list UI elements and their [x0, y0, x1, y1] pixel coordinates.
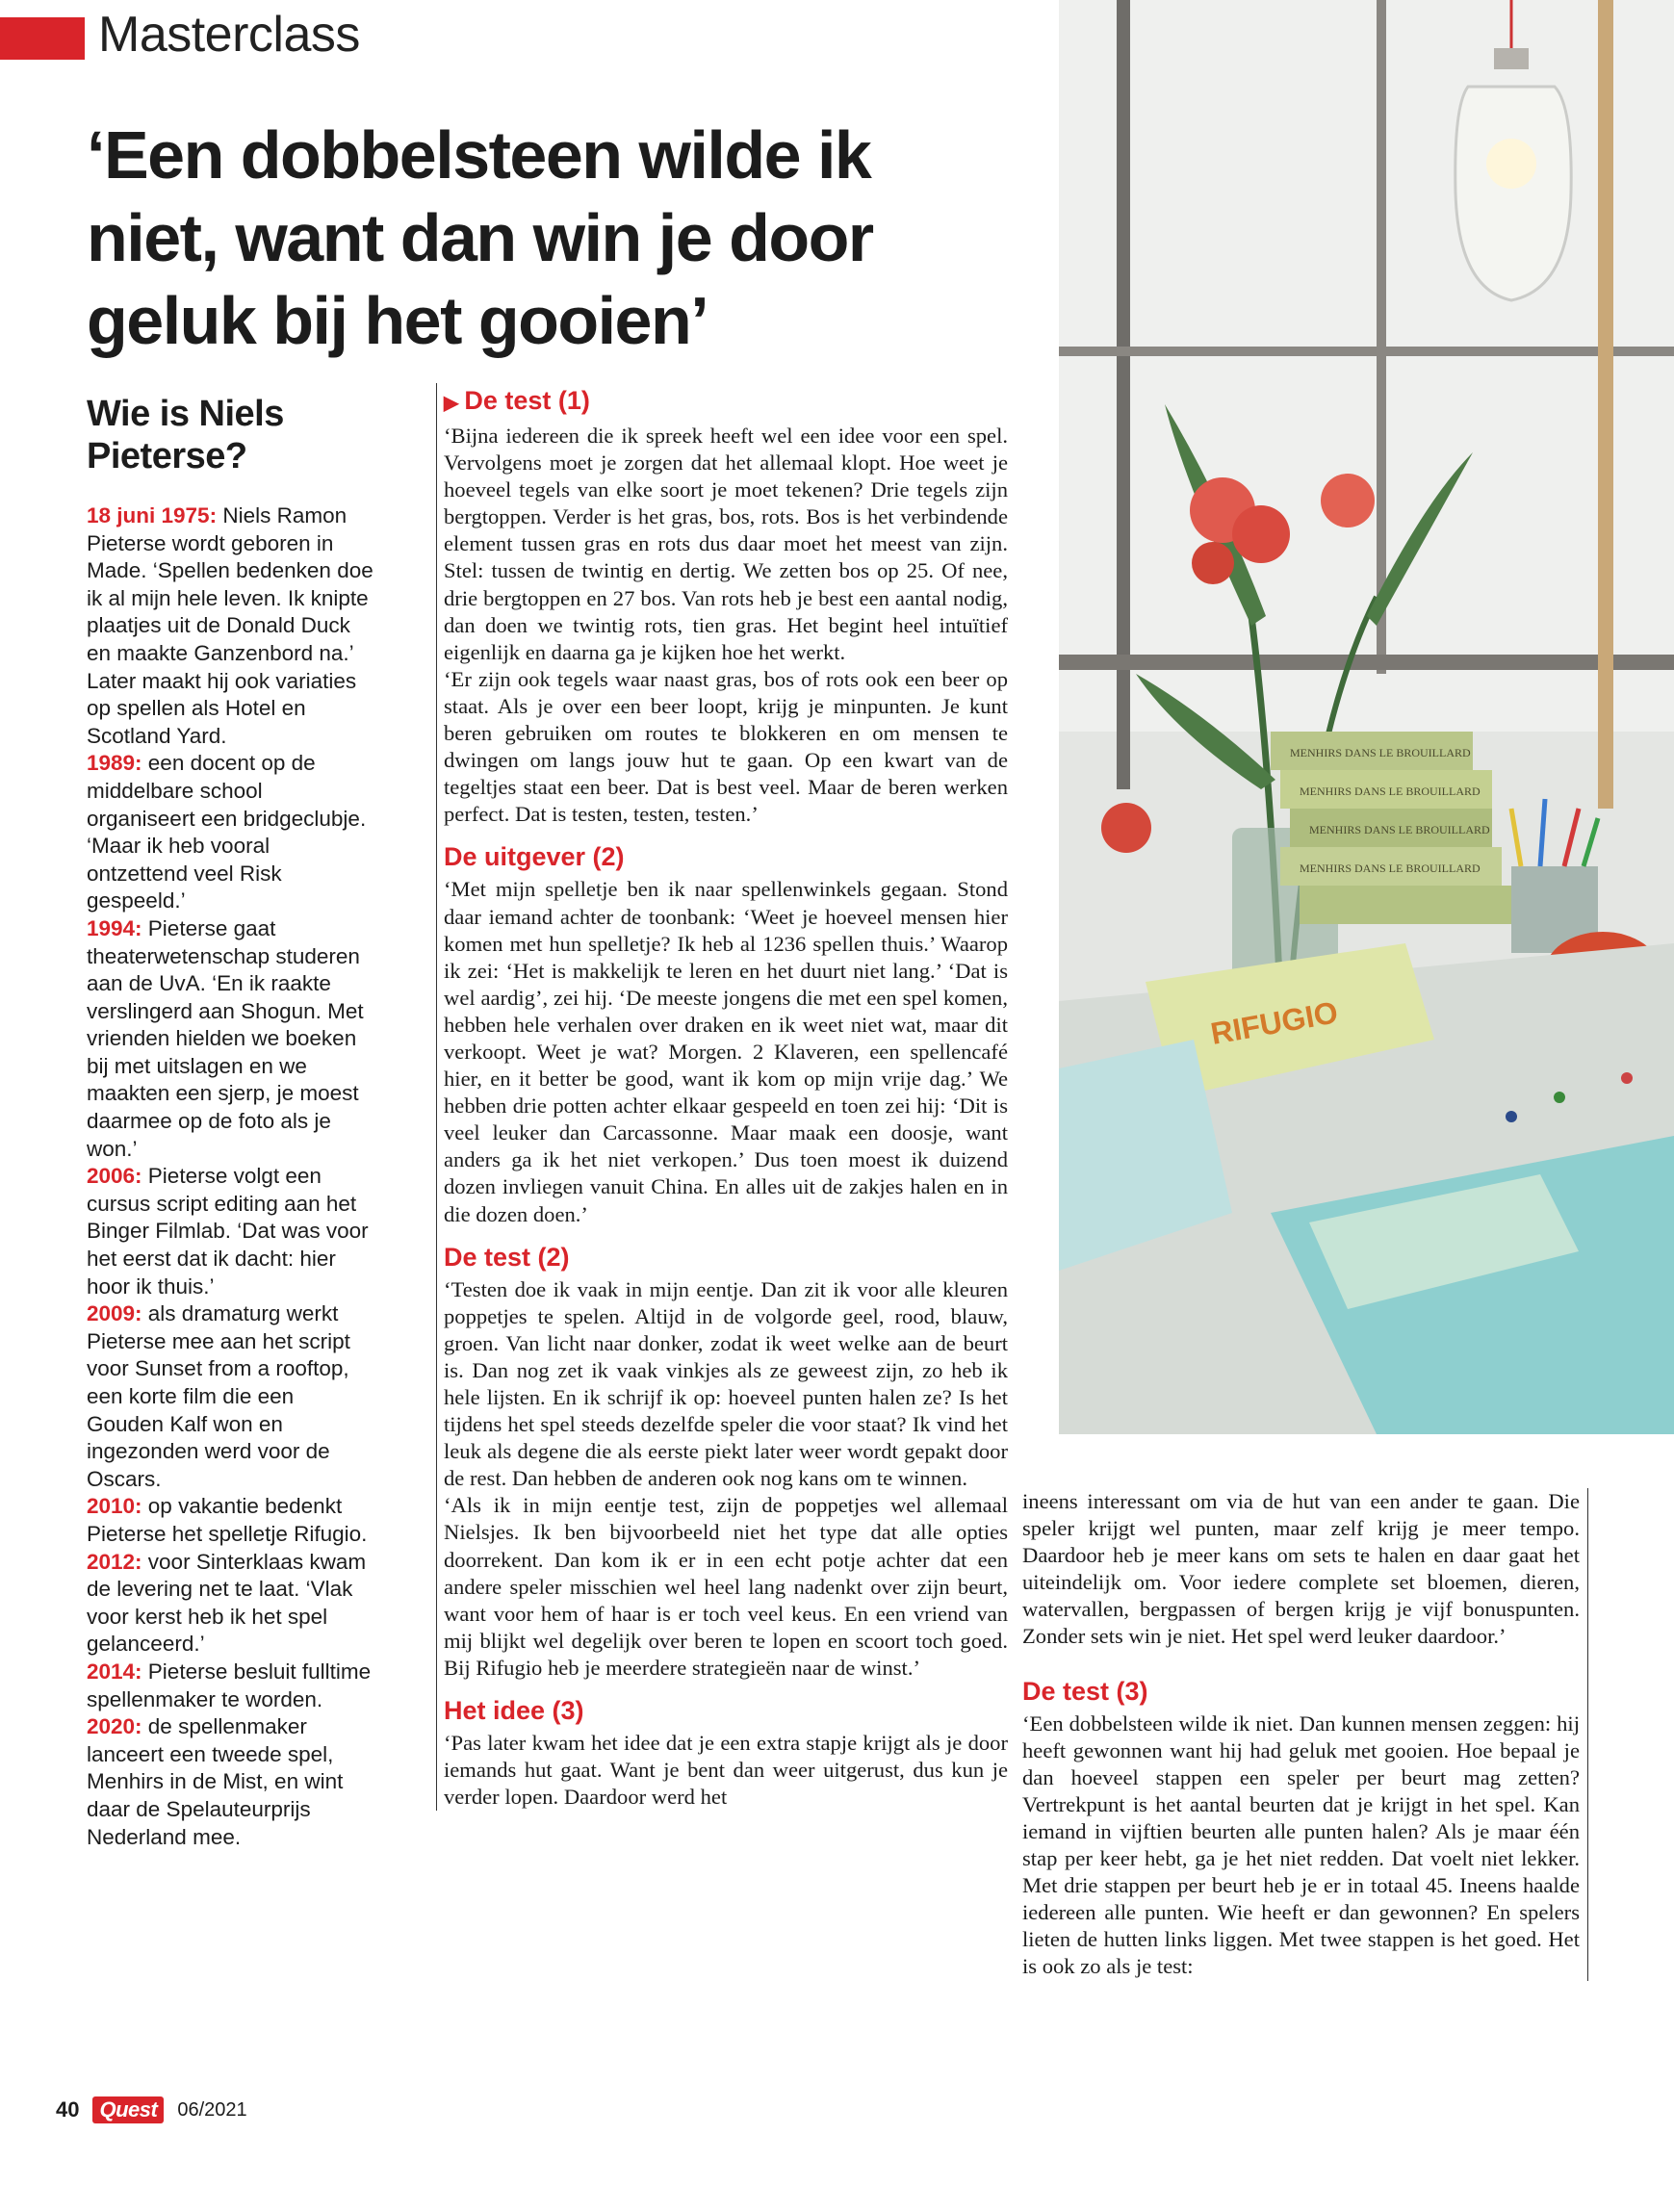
subheading-idea: Het idee (3) [444, 1696, 584, 1726]
article-headline: ‘Een dobbelsteen wilde ik niet, want dan win je door geluk bij het gooien’ [87, 117, 873, 358]
paragraph: ‘Er zijn ook tegels waar naast gras, bos of rots ook een beer op staat. Als je over een beer loopt, krijg je minpunten. Je kunt beren gebruiken om routes te blokkeren en om mensen te dwingen om langs jouw hut te gaan. Op een kwart van de tegeltjes staat een beer. Dat is best veel. Maar de beren werken perfect. Dat is testen, testen, testen.’ [444, 666, 1008, 827]
arrow-right-icon: ▶ [444, 393, 459, 414]
timeline-text: de spellenmaker lanceert een tweede spel, Menhirs in de Mist, en wint daar de Spelauteurprijs Nederland mee. [87, 1714, 344, 1849]
paragraph: ‘Met mijn spelletje ben ik naar spellenwinkels gegaan. Stond daar iemand achter de toonbank: ‘Weet je hoeveel mensen hier komen met hun spelletje? Ik heb al 1236 spellen thuis.’ Waarop ik zei: ‘Het is makkelijk te leren en het duurt niet lang.’ ‘Dat is wel aardig’, zei hij. ‘De meeste jongens die met een spel komen, hebben hele verhalen over draken en ik weet niet wat, maar dit verkoopt. Weet je wat? Morgen. 2 Klaveren, een spellencafé hier, en it better be good, want ik kom op mijn vrije dag.’ We hebben drie potten achter elkaar gespeeld en toen zei hij: ‘Dit is veel leuker dan Carcassonne. Maar maak een doosje, want anders ga ik het niet verkopen.’ Dus toen moest ik duizend dozen invliegen vanuit China. En alles uit de zakjes halen en in die dozen doen.’ [444, 877, 1008, 1226]
paragraph: ‘Testen doe ik vaak in mijn eentje. Dan zit ik voor alle kleuren poppetjes te spelen. Altijd in de volgorde geel, rood, blauw, groen. Van licht naar donker, zodat ik weet welke aan de beurt is. Dan nog zet ik vaak vinkjes als ze geweest zijn, zo heb ik hele lijsten. En ik schrijf ik op: hoeveel punten halen ze? Is het tijdens het spel steeds dezelfde speler die voor staat? Ik vind het leuk als degene die als eerste piekt later weer wordt gepakt door de rest. Dan hebben de anderen ook nog kans om te winnen. [444, 1276, 1008, 1491]
timeline-year: 18 juni 1975: [87, 503, 218, 527]
timeline-entry [87, 1493, 375, 1548]
bio-sidebar [87, 393, 375, 1851]
paragraph: ‘Een dobbelsteen wilde ik niet. Dan kunnen mensen zeggen: hij heeft gewonnen want hij had geluk met gooien. Hoe bepaal je dan hoeveel stappen een speler per beurt mag zetten? Vertrekpunt is het aantal beurten dat je krijgt in het spel. Kan iemand in vijftien beurten alle punten halen? Als je maar één stap per keer hebt, ga je het niet redden. Dat voelt niet lekker. Met drie stappen per beurt heb je er in totaal 45. Ineens haalde iedereen alle punten. Wie heeft er dan gewonnen? En spelers lieten de hutten links liggen. Met twee stappen is het goed. Het is ook zo als je test: [1022, 1710, 1580, 1979]
timeline-text: Pieterse besluit fulltime spellenmaker te worden. [87, 1659, 372, 1711]
subheading-text: De test (1) [464, 386, 590, 415]
timeline-entry [87, 1713, 375, 1851]
bio-timeline [87, 502, 375, 1851]
sidebar-title: Wie is Niels Pieterse? [87, 394, 284, 476]
subheading-test-2: De test (2) [444, 1242, 570, 1272]
article-right-column [1022, 1488, 1588, 1981]
box-label: MENHIRS DANS LE BROUILLARD [1300, 862, 1481, 875]
timeline-text: een docent op de middelbare school organiseert een bridgeclubje. ‘Maar ik heb vooral ontzettend veel Risk gespeeld.’ [87, 751, 367, 913]
article-photo [1059, 0, 1674, 1434]
section-label: Masterclass [98, 7, 360, 63]
timeline-year: 2020: [87, 1714, 142, 1739]
timeline-entry [87, 750, 375, 915]
issue-date: 06/2021 [177, 2098, 247, 2121]
timeline-entry [87, 1163, 375, 1300]
subheading-test-3: De test (3) [1022, 1676, 1148, 1706]
timeline-year: 2006: [87, 1164, 142, 1189]
timeline-year: 1994: [87, 915, 142, 940]
timeline-text: voor Sinterklaas kwam de levering net te laat. ‘Vlak voor kerst heb ik het spel gelanceerd.’ [87, 1549, 367, 1657]
section-color-bar [0, 17, 85, 60]
paragraph: ‘Bijna iedereen die ik spreek heeft wel een idee voor een spel. Vervolgens moet je zorgen dat het allemaal klopt. Hoe weet je hoeveel tegels van elke soort je moet tekenen? Drie tegels zijn bergtoppen. Verder is het gras, bos, rots. Bos is het verbindende element tussen gras en rots dus daar moet het meest van zijn. Stel: tussen de twintig en dertig. We zetten bos op 25. Of nee, drie bergtoppen en 27 bos. Van rots heb je best een aantal nodig, dan doen we twintig rots, tien gras. Het begint heel intuïtief eigenlijk en daarna ga je kijken hoe het werkt. [444, 424, 1008, 664]
timeline-year: 2014: [87, 1659, 142, 1684]
box-label: MENHIRS DANS LE BROUILLARD [1309, 823, 1490, 836]
timeline-entry [87, 915, 375, 1163]
timeline-year: 2012: [87, 1549, 142, 1574]
page-footer [56, 2096, 247, 2123]
timeline-year: 2009: [87, 1301, 142, 1326]
timeline-text: als dramaturg werkt Pieterse mee aan het script voor Sunset from a rooftop, een korte film die een Gouden Kalf won en ingezonden werd voor de Oscars. [87, 1301, 350, 1491]
timeline-entry [87, 1549, 375, 1659]
box-label: MENHIRS DANS LE BROUILLARD [1300, 784, 1481, 798]
timeline-year: 1989: [87, 751, 142, 776]
page-number: 40 [56, 2097, 80, 2122]
timeline-text: op vakantie bedenkt Pieterse het spelletje Rifugio. [87, 1494, 368, 1546]
timeline-entry [87, 502, 375, 750]
timeline-entry [87, 1300, 375, 1493]
article-main-column [436, 383, 1008, 1811]
subheading-test-1 [444, 383, 1008, 421]
timeline-entry [87, 1659, 375, 1713]
paragraph: ‘Pas later kwam het idee dat je een extra stapje krijgt als je door iemands hut gaat. Want je bent dan weer uitgerust, dus kun je verder lopen. Daardoor werd het [444, 1731, 1008, 1810]
timeline-text: Pieterse volgt een cursus script editing aan het Binger Filmlab. ‘Dat was voor het eerst dat ik dacht: hier hoor ik thuis.’ [87, 1164, 369, 1299]
paragraph: ineens interessant om via de hut van een ander te gaan. Die speler krijgt wel punten, maar zelf krijg je meer tempo. Daardoor heb je meer kans om sets te halen en daar gaat het uiteindelijk om. Voor iedere complete set bloemen, dieren, watervallen, bergpassen of bergen krijg je vijf bonuspunten. Zonder sets win je niet. Het spel werd leuker daardoor.’ [1022, 1489, 1580, 1649]
magazine-logo: Quest [92, 2096, 164, 2123]
timeline-text: Niels Ramon Pieterse wordt geboren in Made. ‘Spellen bedenken doe ik al mijn hele leven. Ik knipte plaatjes uit de Donald Duck en maakte Ganzenbord na.’ Later maakt hij ook variaties op spellen als Hotel en Scotland Yard. [87, 503, 373, 748]
timeline-text: Pieterse gaat theaterwetenschap studeren aan de UvA. ‘En ik raakte verslingerd aan Shogun. Met vrienden hielden we boeken bij met uitslagen en we maakten een sjerp, je moest daarmee op de foto als je won.’ [87, 915, 364, 1161]
subheading-publisher: De uitgever (2) [444, 842, 625, 872]
paragraph: ‘Als ik in mijn eentje test, zijn de poppetjes wel allemaal Nielsjes. Ik ben bijvoorbeeld niet het type dat alle opties doorrekent. Dan kom ik er in een echt potje achter dat een andere speler misschien wel heel lang nadenkt over zijn beurt, want voor hem of haar is er toch veel keus. En een vriend van mij blijkt wel degelijk over beren te lopen en scoort toch goed. Bij Rifugio heb je meerdere strategieën naar de winst.’ [444, 1493, 1008, 1680]
svg-text:RIFUGIO: RIFUGIO [1207, 994, 1341, 1051]
box-label: MENHIRS DANS LE BROUILLARD [1290, 746, 1471, 759]
timeline-year: 2010: [87, 1494, 142, 1519]
